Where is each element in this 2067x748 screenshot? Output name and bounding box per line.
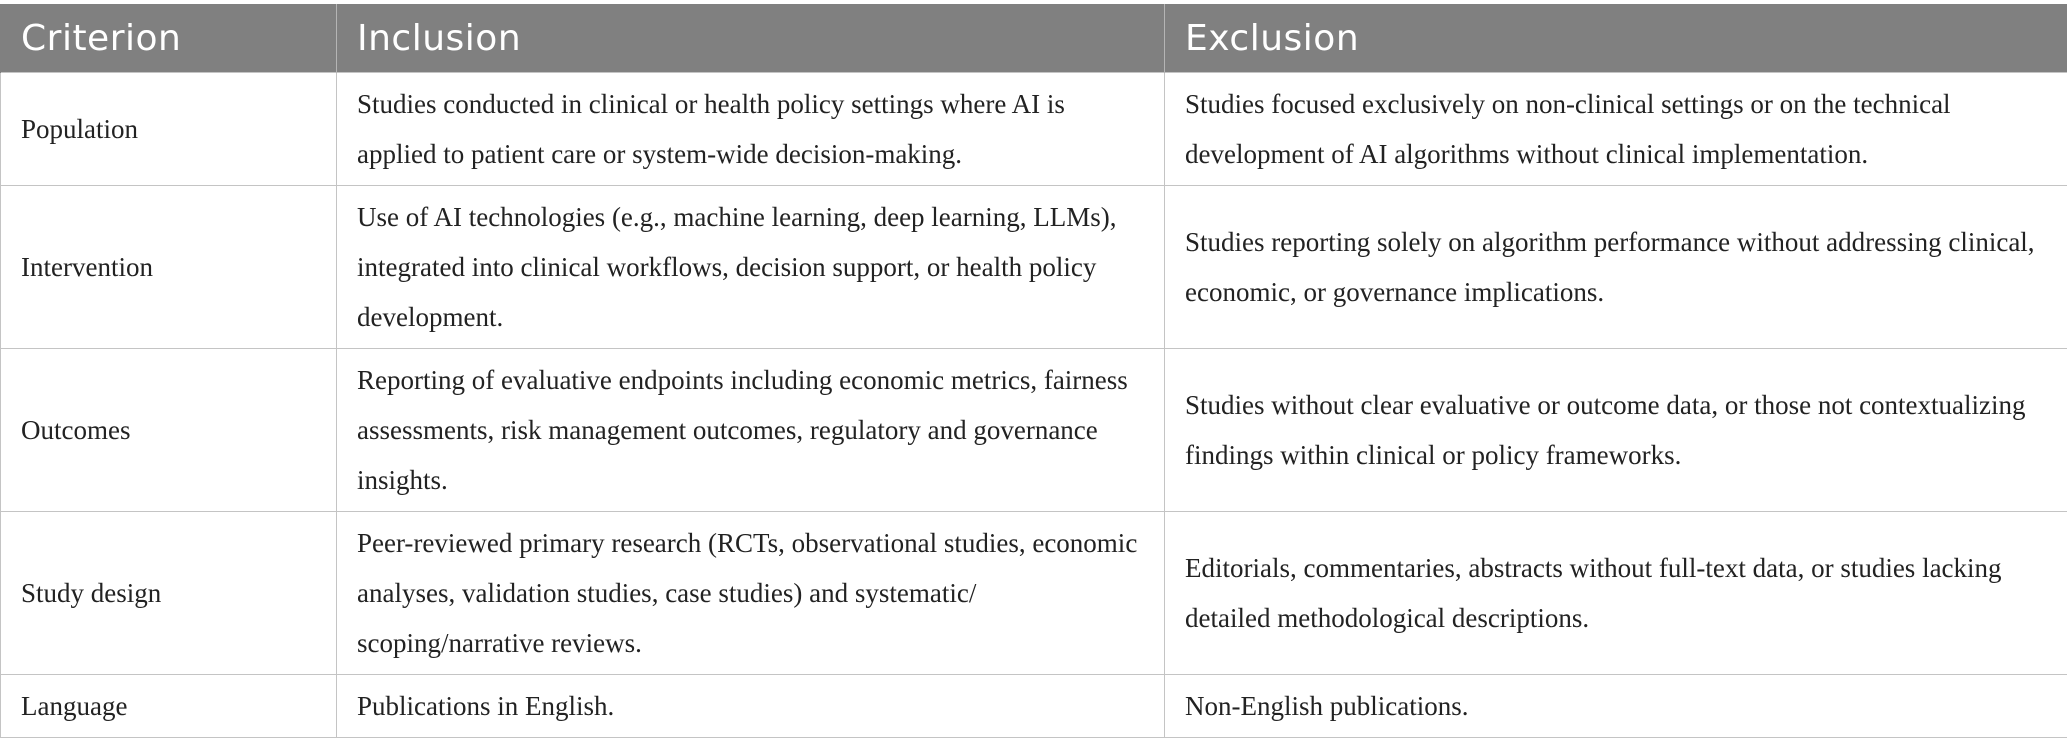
criterion-cell: Outcomes (1, 349, 337, 512)
header-inclusion: Inclusion (337, 4, 1165, 73)
criteria-table (0, 4, 2067, 738)
inclusion-cell: Peer-reviewed primary research (RCTs, observational studies, economic analyses, validation studies, case studies) and systematic/ scoping/narrative reviews. (337, 512, 1165, 675)
inclusion-cell: Studies conducted in clinical or health policy settings where AI is applied to patient care or system-wide decision-making. (337, 73, 1165, 186)
table-row (1, 512, 2067, 675)
exclusion-cell: Non-English publications. (1165, 675, 2067, 738)
criterion-cell: Study design (1, 512, 337, 675)
exclusion-cell: Studies without clear evaluative or outcome data, or those not contextualizing findings within clinical or policy frameworks. (1165, 349, 2067, 512)
inclusion-cell: Reporting of evaluative endpoints including economic metrics, fairness assessments, risk management outcomes, regulatory and governance insights. (337, 349, 1165, 512)
table-header (1, 4, 2067, 73)
exclusion-cell: Studies reporting solely on algorithm performance without addressing clinical, economic, or governance implications. (1165, 186, 2067, 349)
inclusion-cell: Use of AI technologies (e.g., machine learning, deep learning, LLMs), integrated into clinical workflows, decision support, or health policy development. (337, 186, 1165, 349)
header-row (1, 4, 2067, 73)
criterion-cell: Intervention (1, 186, 337, 349)
inclusion-cell: Publications in English. (337, 675, 1165, 738)
exclusion-cell: Studies focused exclusively on non-clinical settings or on the technical development of AI algorithms without clinical implementation. (1165, 73, 2067, 186)
table-row (1, 349, 2067, 512)
table-row (1, 675, 2067, 738)
table-row (1, 186, 2067, 349)
criterion-cell: Language (1, 675, 337, 738)
header-exclusion: Exclusion (1165, 4, 2067, 73)
criteria-table-container (0, 4, 2067, 738)
table-row (1, 73, 2067, 186)
header-criterion: Criterion (1, 4, 337, 73)
criterion-cell: Population (1, 73, 337, 186)
table-body (1, 73, 2067, 738)
exclusion-cell: Editorials, commentaries, abstracts without full-text data, or studies lacking detailed methodological descriptions. (1165, 512, 2067, 675)
